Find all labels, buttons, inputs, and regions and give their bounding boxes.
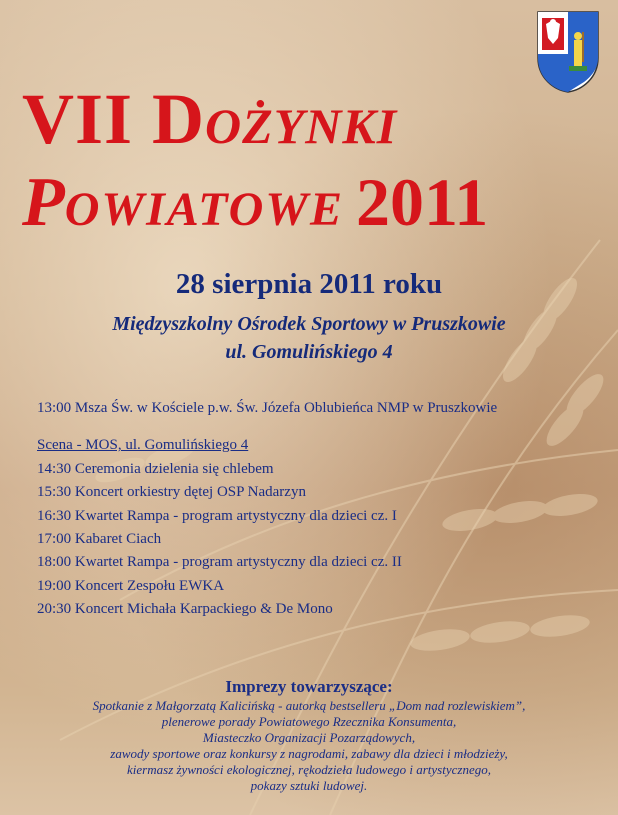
stage-header: Scena - MOS, ul. Gomulińskiego 4 [37, 437, 249, 454]
schedule-item: 20:30 Koncert Michała Karpackiego & De Mono [37, 601, 333, 618]
side-events-line: kiermasz żywności ekologicznej, rękodzieła ludowego i artystycznego, [127, 762, 491, 777]
schedule-item: 15:30 Koncert orkiestry dętej OSP Nadarzyn [37, 484, 306, 501]
schedule [37, 397, 597, 622]
side-events-line: plenerowe porady Powiatowego Rzecznika Konsumenta, [161, 714, 457, 729]
side-events-line: Spotkanie z Małgorzatą Kalicińską - autorką bestselleru „Dom nad rozlewiskiem”, [92, 698, 526, 713]
event-date: 28 sierpnia 2011 roku [175, 268, 443, 300]
side-events-line: zawody sportowe oraz konkursy z nagrodami, zabawy dla dzieci i młodzieży, [110, 746, 508, 761]
title-numeral: VII [22, 79, 153, 159]
side-events-line: pokazy sztuki ludowej. [250, 778, 368, 793]
title-word-dozynki: OŻYNKI [205, 98, 398, 154]
title-year: 2011 [355, 164, 489, 240]
venue-address: ul. Gomulińskiego 4 [225, 341, 393, 363]
side-events [0, 677, 618, 794]
side-events-line: Miasteczko Organizacji Pozarządowych, [202, 730, 416, 745]
coat-of-arms-icon [536, 10, 600, 94]
side-events-heading: Imprezy towarzyszące: [225, 677, 393, 696]
title-word-powiatowe: OWIATOWE [64, 183, 344, 236]
schedule-item: 16:30 Kwartet Rampa - program artystyczny dla dzieci cz. I [37, 507, 397, 524]
schedule-item: 14:30 Ceremonia dzielenia się chlebem [37, 460, 274, 477]
schedule-spacer [37, 420, 597, 434]
venue-name: Międzyszkolny Ośrodek Sportowy w Pruszkowie [112, 313, 506, 335]
schedule-mass: 13:00 Msza Św. w Kościele p.w. Św. Józefa Oblubieńca NMP w Pruszkowie [37, 400, 498, 416]
title-initial-d: D [152, 79, 206, 159]
title-line-2 [22, 160, 488, 243]
title-line-1 [22, 78, 397, 161]
schedule-item: 18:00 Kwartet Rampa - program artystyczny dla dzieci cz. II [37, 554, 402, 571]
title-initial-p: P [22, 164, 65, 241]
schedule-item: 19:00 Koncert Zespołu EWKA [37, 577, 225, 594]
schedule-item: 17:00 Kabaret Ciach [37, 530, 162, 547]
